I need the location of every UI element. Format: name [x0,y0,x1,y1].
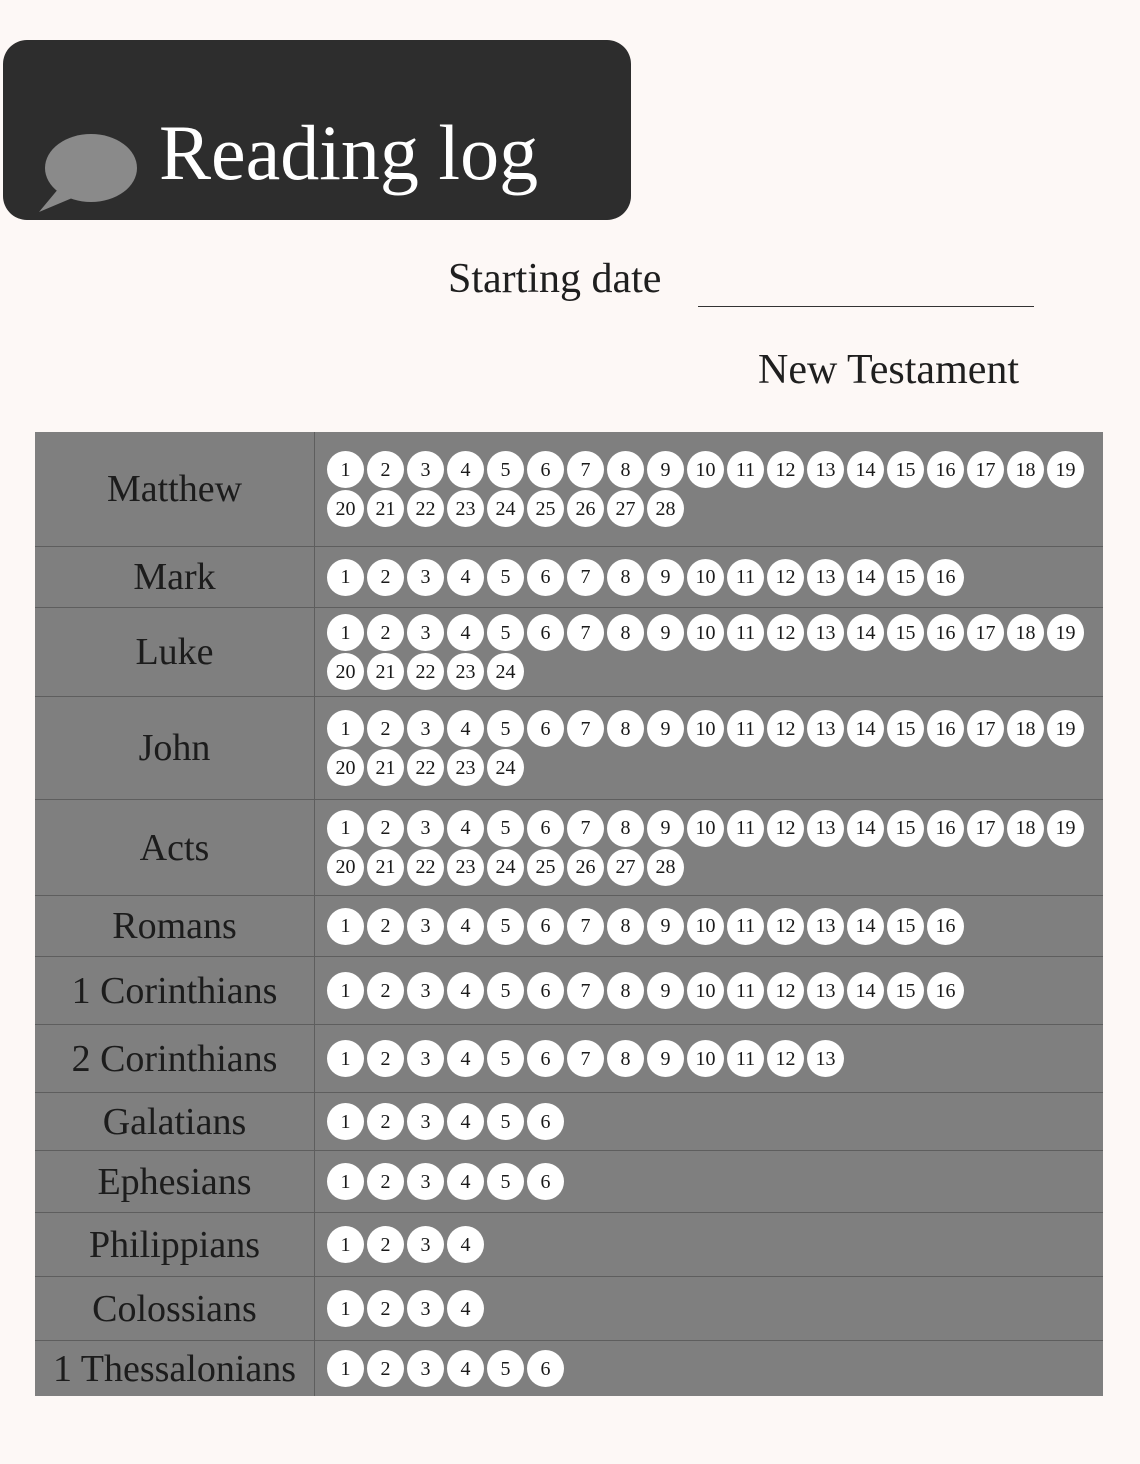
chapter-circle[interactable]: 1 [327,1226,364,1263]
chapter-circle[interactable]: 4 [447,451,484,488]
chapter-circle[interactable]: 4 [447,908,484,945]
chapter-circle[interactable]: 23 [447,749,484,786]
chapter-circle[interactable]: 2 [367,1290,404,1327]
book-name: Ephesians [35,1151,315,1212]
chapter-circle[interactable]: 4 [447,559,484,596]
chapter-circle[interactable]: 6 [527,559,564,596]
chapter-circle[interactable]: 18 [1007,710,1044,747]
chapter-circle[interactable]: 4 [447,1350,484,1387]
book-name: Acts [35,800,315,895]
book-name: John [35,697,315,799]
chapter-circle[interactable]: 12 [767,614,804,651]
chapter-circle[interactable]: 12 [767,451,804,488]
chapter-circle[interactable]: 6 [527,1103,564,1140]
chapter-circle[interactable]: 27 [607,490,644,527]
chapter-circle[interactable]: 21 [367,749,404,786]
chapter-list [327,957,1095,1024]
chapter-circle[interactable]: 19 [1047,614,1084,651]
chapter-circle[interactable]: 14 [847,614,884,651]
chapter-circle[interactable]: 14 [847,972,884,1009]
chapter-circle[interactable]: 19 [1047,451,1084,488]
chapter-circle[interactable]: 5 [487,972,524,1009]
chapter-circle[interactable]: 20 [327,653,364,690]
chapter-circle[interactable]: 13 [807,810,844,847]
chapter-circle[interactable]: 9 [647,972,684,1009]
chapter-circle[interactable]: 3 [407,972,444,1009]
chapter-circle[interactable]: 3 [407,1290,444,1327]
chapter-circle[interactable]: 15 [887,614,924,651]
starting-date-field[interactable] [698,306,1034,307]
chapter-circle[interactable]: 13 [807,451,844,488]
chapter-circle[interactable]: 2 [367,559,404,596]
chapter-circle[interactable]: 27 [607,849,644,886]
chapter-circle[interactable]: 1 [327,451,364,488]
chapter-circle[interactable]: 28 [647,490,684,527]
chapter-circle[interactable]: 10 [687,451,724,488]
chapter-circle[interactable]: 20 [327,849,364,886]
chapter-circle[interactable]: 4 [447,614,484,651]
chapter-circle[interactable]: 1 [327,972,364,1009]
chapter-circle[interactable]: 17 [967,710,1004,747]
chapter-circle[interactable]: 7 [567,614,604,651]
chapter-circle[interactable]: 4 [447,1226,484,1263]
page-title: Reading log [159,109,539,196]
chapter-list [327,1151,1095,1212]
chapter-circle[interactable]: 11 [727,908,764,945]
chapter-circle[interactable]: 13 [807,559,844,596]
chapter-circle[interactable]: 23 [447,490,484,527]
chapter-circle[interactable]: 17 [967,614,1004,651]
chapter-circle[interactable]: 7 [567,559,604,596]
chapter-circle[interactable]: 1 [327,614,364,651]
chapter-circle[interactable]: 17 [967,810,1004,847]
reading-log-table [35,432,1103,1396]
chapter-circle[interactable]: 14 [847,810,884,847]
chapter-list [327,1213,1095,1276]
chapter-circle[interactable]: 10 [687,710,724,747]
chapter-circle[interactable]: 14 [847,908,884,945]
book-row [35,1340,1103,1396]
chapter-circle[interactable]: 24 [487,490,524,527]
speech-bubble-icon [37,132,137,214]
chapter-circle[interactable]: 11 [727,810,764,847]
chapter-circle[interactable]: 9 [647,559,684,596]
chapter-circle[interactable]: 7 [567,972,604,1009]
chapter-circle[interactable]: 9 [647,908,684,945]
chapter-circle[interactable]: 19 [1047,810,1084,847]
chapter-circle[interactable]: 11 [727,451,764,488]
chapter-circle[interactable]: 24 [487,749,524,786]
chapter-circle[interactable]: 3 [407,451,444,488]
book-row [35,895,1103,956]
chapter-circle[interactable]: 1 [327,908,364,945]
chapter-circle[interactable]: 1 [327,559,364,596]
chapter-circle[interactable]: 3 [407,908,444,945]
chapter-circle[interactable]: 1 [327,1040,364,1077]
chapter-circle[interactable]: 15 [887,972,924,1009]
chapter-circle[interactable]: 12 [767,908,804,945]
chapter-circle[interactable]: 5 [487,1350,524,1387]
chapter-circle[interactable]: 2 [367,1350,404,1387]
book-row [35,696,1103,799]
chapter-circle[interactable]: 20 [327,749,364,786]
chapter-circle[interactable]: 4 [447,1040,484,1077]
book-name: 1 Thessalonians [35,1341,315,1396]
chapter-circle[interactable]: 3 [407,1103,444,1140]
chapter-circle[interactable]: 6 [527,1163,564,1200]
chapter-list [327,800,1095,895]
chapter-circle[interactable]: 11 [727,710,764,747]
chapter-circle[interactable]: 6 [527,972,564,1009]
chapter-list [327,1341,1095,1396]
chapter-circle[interactable]: 2 [367,908,404,945]
chapter-circle[interactable]: 11 [727,972,764,1009]
book-name: 2 Corinthians [35,1025,315,1092]
chapter-circle[interactable]: 5 [487,451,524,488]
chapter-circle[interactable]: 8 [607,710,644,747]
book-row [35,799,1103,895]
chapter-circle[interactable]: 1 [327,1163,364,1200]
book-name: Romans [35,896,315,956]
chapter-circle[interactable]: 12 [767,559,804,596]
chapter-circle[interactable]: 4 [447,810,484,847]
chapter-circle[interactable]: 6 [527,1350,564,1387]
section-title: New Testament [758,347,1020,393]
chapter-circle[interactable]: 22 [407,490,444,527]
chapter-circle[interactable]: 6 [527,614,564,651]
chapter-circle[interactable]: 8 [607,810,644,847]
chapter-circle[interactable]: 18 [1007,810,1044,847]
book-row [35,546,1103,607]
chapter-circle[interactable]: 7 [567,710,604,747]
chapter-circle[interactable]: 5 [487,710,524,747]
chapter-circle[interactable]: 26 [567,849,604,886]
chapter-circle[interactable]: 5 [487,810,524,847]
chapter-circle[interactable]: 12 [767,810,804,847]
chapter-circle[interactable]: 16 [927,810,964,847]
book-row [35,607,1103,696]
chapter-circle[interactable]: 15 [887,710,924,747]
chapter-circle[interactable]: 3 [407,1350,444,1387]
chapter-circle[interactable]: 3 [407,559,444,596]
chapter-circle[interactable]: 5 [487,1103,524,1140]
chapter-circle[interactable]: 9 [647,1040,684,1077]
chapter-circle[interactable]: 26 [567,490,604,527]
book-row [35,1276,1103,1340]
chapter-circle[interactable]: 6 [527,810,564,847]
book-row [35,1212,1103,1276]
chapter-circle[interactable]: 10 [687,614,724,651]
chapter-circle[interactable]: 18 [1007,614,1044,651]
chapter-circle[interactable]: 3 [407,1226,444,1263]
chapter-list [327,432,1095,546]
chapter-circle[interactable]: 6 [527,710,564,747]
chapter-circle[interactable]: 11 [727,1040,764,1077]
chapter-circle[interactable]: 4 [447,1163,484,1200]
chapter-circle[interactable]: 7 [567,810,604,847]
book-name: Luke [35,608,315,696]
book-row [35,1092,1103,1150]
book-name: Philippians [35,1213,315,1276]
book-row [35,1024,1103,1092]
chapter-circle[interactable]: 6 [527,1040,564,1077]
chapter-list [327,547,1095,607]
chapter-list [327,1093,1095,1150]
chapter-circle[interactable]: 3 [407,614,444,651]
chapter-circle[interactable]: 1 [327,710,364,747]
chapter-circle[interactable]: 12 [767,972,804,1009]
chapter-circle[interactable]: 11 [727,559,764,596]
starting-date-label: Starting date [448,256,662,302]
chapter-circle[interactable]: 5 [487,908,524,945]
chapter-circle[interactable]: 16 [927,451,964,488]
chapter-circle[interactable]: 9 [647,810,684,847]
chapter-circle[interactable]: 25 [527,849,564,886]
chapter-circle[interactable]: 10 [687,1040,724,1077]
chapter-circle[interactable]: 1 [327,1350,364,1387]
chapter-circle[interactable]: 16 [927,559,964,596]
chapter-circle[interactable]: 7 [567,451,604,488]
book-row [35,432,1103,546]
chapter-circle[interactable]: 15 [887,559,924,596]
chapter-circle[interactable]: 2 [367,1040,404,1077]
chapter-circle[interactable]: 6 [527,451,564,488]
chapter-circle[interactable]: 2 [367,451,404,488]
chapter-circle[interactable]: 4 [447,710,484,747]
chapter-circle[interactable]: 12 [767,1040,804,1077]
chapter-circle[interactable]: 10 [687,810,724,847]
chapter-circle[interactable]: 10 [687,908,724,945]
book-name: Matthew [35,432,315,546]
chapter-circle[interactable]: 2 [367,1163,404,1200]
chapter-circle[interactable]: 14 [847,710,884,747]
chapter-circle[interactable]: 13 [807,614,844,651]
chapter-circle[interactable]: 22 [407,849,444,886]
chapter-circle[interactable]: 1 [327,1103,364,1140]
chapter-circle[interactable]: 28 [647,849,684,886]
chapter-circle[interactable]: 3 [407,810,444,847]
chapter-circle[interactable]: 23 [447,653,484,690]
chapter-circle[interactable]: 9 [647,614,684,651]
chapter-circle[interactable]: 23 [447,849,484,886]
chapter-circle[interactable]: 21 [367,490,404,527]
chapter-circle[interactable]: 15 [887,451,924,488]
chapter-circle[interactable]: 2 [367,972,404,1009]
chapter-circle[interactable]: 17 [967,451,1004,488]
chapter-circle[interactable]: 7 [567,1040,604,1077]
chapter-circle[interactable]: 4 [447,1103,484,1140]
chapter-circle[interactable]: 13 [807,908,844,945]
chapter-circle[interactable]: 5 [487,559,524,596]
chapter-circle[interactable]: 18 [1007,451,1044,488]
chapter-circle[interactable]: 8 [607,451,644,488]
chapter-circle[interactable]: 4 [447,1290,484,1327]
chapter-circle[interactable]: 16 [927,908,964,945]
chapter-circle[interactable]: 22 [407,653,444,690]
chapter-circle[interactable]: 16 [927,972,964,1009]
chapter-circle[interactable]: 11 [727,614,764,651]
chapter-circle[interactable]: 2 [367,1103,404,1140]
chapter-circle[interactable]: 13 [807,1040,844,1077]
chapter-circle[interactable]: 20 [327,490,364,527]
chapter-circle[interactable]: 7 [567,908,604,945]
chapter-circle[interactable]: 25 [527,490,564,527]
chapter-circle[interactable]: 12 [767,710,804,747]
chapter-circle[interactable]: 3 [407,1040,444,1077]
chapter-circle[interactable]: 8 [607,559,644,596]
chapter-circle[interactable]: 3 [407,1163,444,1200]
chapter-circle[interactable]: 8 [607,1040,644,1077]
chapter-circle[interactable]: 6 [527,908,564,945]
chapter-circle[interactable]: 15 [887,908,924,945]
chapter-circle[interactable]: 13 [807,710,844,747]
chapter-list [327,1025,1095,1092]
chapter-circle[interactable]: 19 [1047,710,1084,747]
book-row [35,1150,1103,1212]
chapter-circle[interactable]: 10 [687,559,724,596]
chapter-circle[interactable]: 5 [487,1040,524,1077]
chapter-circle[interactable]: 4 [447,972,484,1009]
chapter-circle[interactable]: 9 [647,710,684,747]
chapter-list [327,896,1095,956]
chapter-circle[interactable]: 2 [367,614,404,651]
book-name: Galatians [35,1093,315,1150]
chapter-circle[interactable]: 10 [687,972,724,1009]
book-name: Mark [35,547,315,607]
chapter-circle[interactable]: 1 [327,810,364,847]
chapter-circle[interactable]: 14 [847,451,884,488]
chapter-circle[interactable]: 5 [487,1163,524,1200]
chapter-circle[interactable]: 13 [807,972,844,1009]
chapter-list [327,608,1095,696]
chapter-circle[interactable]: 5 [487,614,524,651]
chapter-circle[interactable]: 24 [487,653,524,690]
chapter-circle[interactable]: 8 [607,972,644,1009]
chapter-circle[interactable]: 15 [887,810,924,847]
chapter-list [327,1277,1095,1340]
chapter-circle[interactable]: 2 [367,710,404,747]
chapter-list [327,697,1095,799]
title-banner [3,40,631,220]
book-name: Colossians [35,1277,315,1340]
chapter-circle[interactable]: 21 [367,849,404,886]
chapter-circle[interactable]: 24 [487,849,524,886]
chapter-circle[interactable]: 16 [927,710,964,747]
book-name: 1 Corinthians [35,957,315,1024]
chapter-circle[interactable]: 22 [407,749,444,786]
chapter-circle[interactable]: 2 [367,1226,404,1263]
chapter-circle[interactable]: 9 [647,451,684,488]
chapter-circle[interactable]: 1 [327,1290,364,1327]
book-row [35,956,1103,1024]
chapter-circle[interactable]: 8 [607,908,644,945]
chapter-circle[interactable]: 8 [607,614,644,651]
chapter-circle[interactable]: 3 [407,710,444,747]
chapter-circle[interactable]: 21 [367,653,404,690]
chapter-circle[interactable]: 16 [927,614,964,651]
chapter-circle[interactable]: 14 [847,559,884,596]
chapter-circle[interactable]: 2 [367,810,404,847]
